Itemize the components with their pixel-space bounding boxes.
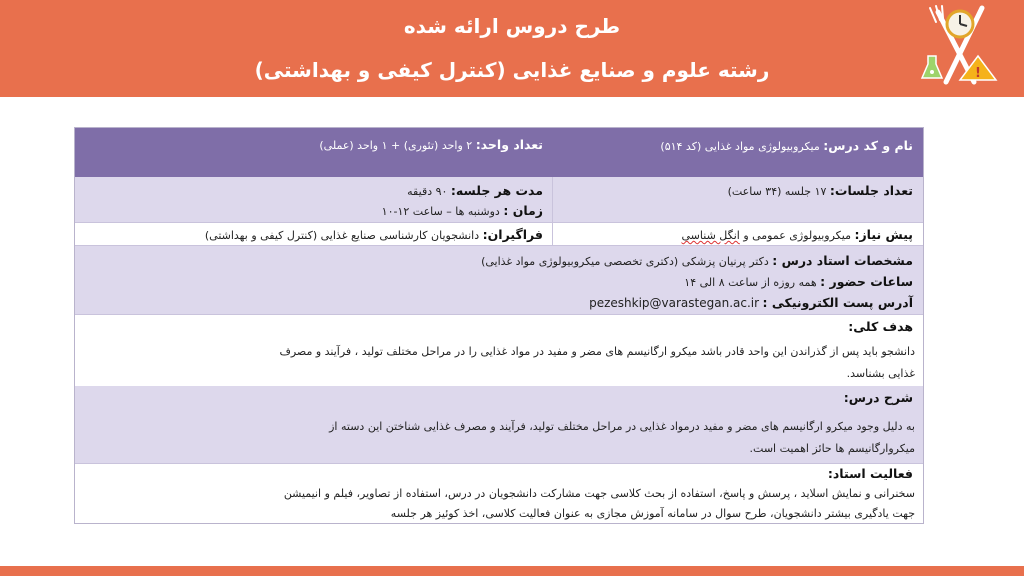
course-plan-table [74,127,924,524]
learners-value: دانشجویان کارشناسی صنایع غذایی (کنترل کیفی و بهداشتی) [204,229,480,242]
prereq-value: میکروبیولوژی عمومی و [743,229,851,242]
time-label: زمان : [503,203,543,218]
goal-line-1: دانشجو باید پس از گذراندن این واحد قادر باشد میکرو ارگانیسم های مضر و مفید در مواد غذایی را در مراحل مختلف تولید ، فرآیند و مصرف [279,345,915,358]
email-value: pezeshkip@varastegan.ac.ir [589,296,760,310]
activity-label: فعالیت استاد: [827,466,913,481]
teacher-value: دکتر پرنیان پزشکی (دکتری تخصصی میکروبیولوژی مواد غذایی) [481,255,769,268]
activity-line-2: جهت یادگیری بیشتر دانشجویان، طرح سوال در سامانه آموزش مجازی به عنوان فعالیت کلاسی، اخذ کوئیز هر جلسه [390,507,915,520]
email-label: آدرس پست الکترونیکی : [762,295,913,310]
course-name-value: میکروبیولوژی مواد غذایی (کد ۵۱۴) [660,140,820,153]
fork-knife-clock-flask-warning-icon [916,2,1002,88]
prereq-value-parasitology: انگل شناسی [681,229,740,242]
row-goal [75,314,923,386]
learners-label: فراگیران: [482,227,543,242]
row-description [75,386,923,463]
page-subtitle: رشته علوم و صنایع غذایی (کنترل کیفی و بهداشتی) [254,58,770,82]
hours-value: همه روزه از ساعت ۸ الی ۱۴ [684,276,817,289]
activity-line-1: سخنرانی و نمایش اسلاید ، پرسش و پاسخ، استفاده از بحث کلاسی جهت مشارکت دانشجویان در درس، استفاده از تصاویر، فیلم و انیمیشن [283,487,915,500]
hours-label: ساعات حضور : [820,274,913,289]
row-teacher [75,246,923,314]
svg-text:!: ! [975,66,981,81]
row-course-name [75,128,923,177]
prereq-label: پیش نیاز: [854,227,913,242]
units-label: تعداد واحد: [475,137,543,152]
sessions-label: تعداد جلسات: [829,183,913,198]
duration-label: مدت هر جلسه: [450,183,543,198]
row-sessions [75,177,923,222]
sessions-value: ۱۷ جلسه (۳۴ ساعت) [727,185,827,198]
description-line-2: میکروارگانیسم ها حائز اهمیت است. [749,442,915,455]
duration-value: ۹۰ دقیقه [407,185,448,198]
row-activity [75,463,923,523]
footer-bar [0,566,1024,576]
description-label: شرح درس: [843,390,913,405]
goal-line-2: غذایی بشناسد. [846,367,915,380]
time-value: دوشنبه ها – ساعت ۱۲-۱۰ [381,205,500,218]
units-value: ۲ واحد (تئوری) + ۱ واحد (عملی) [319,139,473,152]
course-name-label: نام و کد درس: [823,138,913,153]
row-prerequisite [75,222,923,246]
divider [552,223,553,245]
page-title: طرح دروس ارائه شده [403,14,621,38]
header-banner [0,0,1024,97]
teacher-label: مشخصات استاد درس : [772,253,913,268]
description-line-1: به دلیل وجود میکرو ارگانیسم های مضر و مفید درمواد غذایی در مراحل مختلف تولید، فرآیند و مصرف غذایی شناختن این دسته از [329,420,915,433]
divider [552,177,553,222]
goal-label: هدف کلی: [848,319,913,334]
